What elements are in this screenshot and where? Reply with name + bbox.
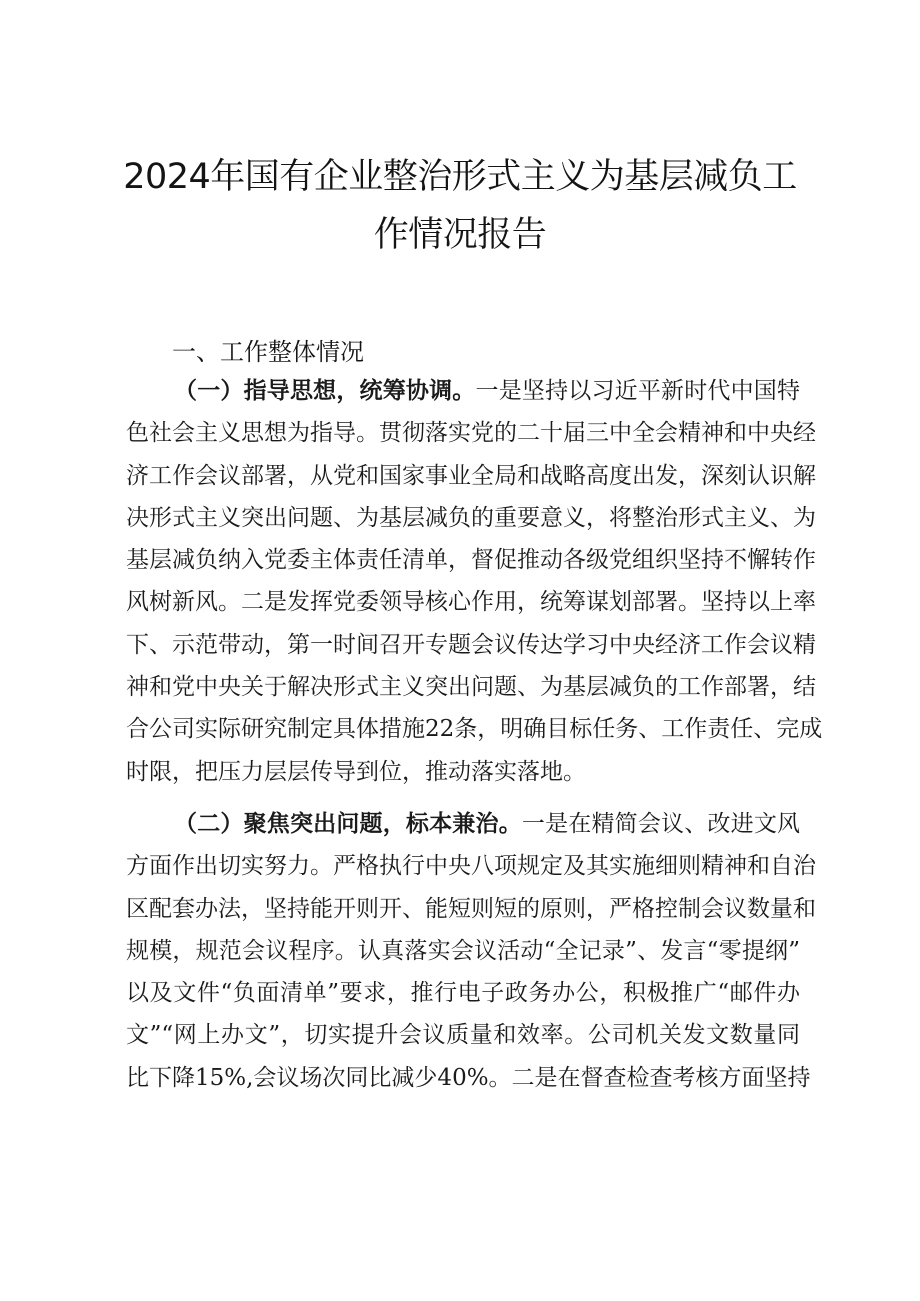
paragraph-line: 色社会主义思想为指导。贯彻落实党的二十届三中全会精神和中央经: [126, 420, 816, 447]
paragraph-line: 方面作出切实努力。严格执行中央八项规定及其实施细则精神和自治: [126, 853, 816, 880]
section-heading: 一、工作整体情况: [172, 338, 364, 366]
paragraph-line: 区配套办法，坚持能开则开、能短则短的原则，严格控制会议数量和: [126, 895, 816, 922]
paragraph-line: 文”“网上办文”，切实提升会议质量和效率。公司机关发文数量同: [126, 1022, 800, 1049]
paragraph-line: 规模，规范会议程序。认真落实会议活动“全记录”、发言“零提纲”: [126, 937, 800, 964]
paragraph-line: 决形式主义突出问题、为基层减负的重要意义，将整治形式主义、为: [126, 504, 816, 531]
paragraph-focus-problems: [126, 803, 816, 1099]
document-title: [120, 148, 800, 264]
paragraph-line: [126, 370, 800, 412]
paragraph-lead: （二）聚焦突出问题，标本兼治。: [174, 810, 522, 837]
paragraph-line: 济工作会议部署，从党和国家事业全局和战略高度出发，深刻认识解: [126, 462, 816, 489]
paragraph-line-text: 一是在精简会议、改进文风: [521, 811, 801, 837]
paragraph-line: 合公司实际研究制定具体措施22条，明确目标任务、工作责任、完成: [126, 716, 823, 743]
paragraph-line: 神和党中央关于解决形式主义突出问题、为基层减负的工作部署，结: [126, 674, 816, 701]
paragraph-line-text: 一是坚持以习近平新时代中国特: [475, 378, 800, 404]
title-line-1: 2024年国有企业整治形式主义为基层减负工: [123, 157, 797, 197]
paragraph-line: 下、示范带动，第一时间召开专题会议传达学习中央经济工作会议精: [126, 631, 816, 658]
paragraph-lead: （一）指导思想，统筹协调。: [174, 377, 476, 404]
paragraph-line: 基层减负纳入党委主体责任清单，督促推动各级党组织坚持不懈转作: [126, 547, 816, 574]
paragraph-line: 风树新风。二是发挥党委领导核心作用，统筹谋划部署。坚持以上率: [126, 589, 816, 616]
title-line-2: 作情况报告: [373, 215, 547, 255]
paragraph-guiding-thought: [126, 370, 823, 793]
paragraph-line: 时限，把压力层层传导到位，推动落实落地。: [126, 758, 586, 785]
paragraph-line: 以及文件“负面清单”要求，推行电子政务办公，积极推广“邮件办: [126, 980, 800, 1007]
paragraph-line: 比下降15%,会议场次同比减少40%。二是在督查检查考核方面坚持: [126, 1064, 811, 1091]
paragraph-line: [126, 803, 800, 845]
